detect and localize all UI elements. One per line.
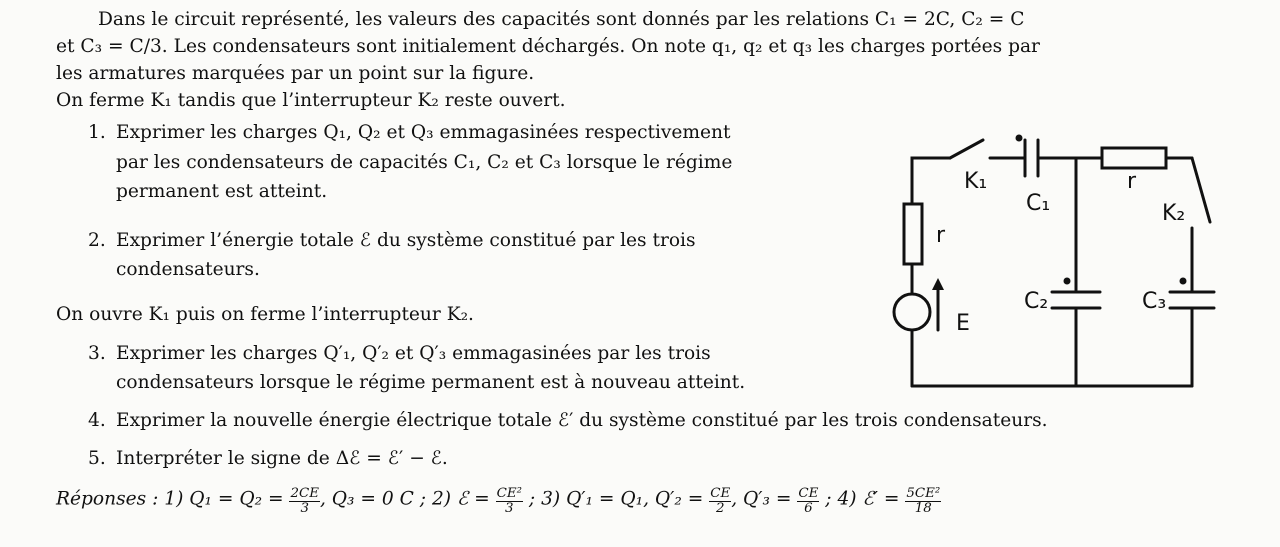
switch-k1: [950, 140, 983, 158]
resistor-top: [1102, 148, 1166, 168]
intro-line-1: Dans le circuit représenté, les valeurs des capacités sont donnés par les relations C₁ = 2C, C₂ = C: [98, 9, 1025, 30]
label-r-top: r: [1127, 169, 1137, 194]
intro-line-2: et C₃ = C/3. Les condensateurs sont initialement déchargés. On note q₁, q₂ et q₃ les charges portées par: [56, 36, 1040, 57]
question-2: 2. Exprimer l’énergie totale ℰ du système constitué par les trois: [88, 230, 696, 251]
dot-c2-icon: [1064, 278, 1071, 285]
dot-c3-icon: [1180, 278, 1187, 285]
circuit-diagram: [880, 118, 1230, 398]
dot-c1-icon: [1016, 135, 1023, 142]
fraction-4: $\frac{CE}{6}$: [798, 486, 819, 517]
question-4: 4. Exprimer la nouvelle énergie électrique totale ℰ′ du système constitué par les trois condensateurs.: [88, 410, 1048, 431]
fraction-2: $\frac{\text{CE²}}{3}$: [496, 486, 522, 517]
label-r-left: r: [936, 223, 946, 248]
capacitor-c3: [1170, 292, 1214, 308]
label-c2: C₂: [1024, 289, 1049, 314]
answers-line: Réponses : 1) Q₁ = Q₂ = $\frac{2CE}{3}$ , Q₃ = 0 C ; 2) ℰ = $\frac{\text{CE²}}{3}$ ; 3) Q′₁ = Q₁, Q′₂ = $\frac{CE}{2}$ , Q′₃ = $\frac{CE}{6}$ ; 4) ℰ′ = $\frac{\text{5CE²}}{18}$: [56, 486, 941, 517]
intro-line-3: les armatures marquées par un point sur la figure.: [56, 63, 535, 84]
resistor-left: [904, 204, 922, 264]
question-1-cont-1: par les condensateurs de capacités C₁, C₂ et C₃ lorsque le régime: [116, 152, 733, 173]
intro-line-4: On ferme K₁ tandis que l’interrupteur K₂ reste ouvert.: [56, 90, 566, 111]
fraction-3: $\frac{CE}{2}$: [710, 486, 731, 517]
capacitor-c2: [1052, 292, 1100, 308]
question-3: 3. Exprimer les charges Q′₁, Q′₂ et Q′₃ emmagasinées par les trois: [88, 343, 711, 364]
label-c1: C₁: [1026, 191, 1051, 216]
answers-label: Réponses :: [56, 488, 159, 510]
question-1-cont-2: permanent est atteint.: [116, 181, 328, 202]
label-e: E: [956, 311, 970, 336]
fraction-5: $\frac{\text{5CE²}}{18}$: [906, 486, 941, 517]
capacitor-c1: [1025, 140, 1038, 176]
label-c3: C₃: [1142, 289, 1167, 314]
question-2-cont: condensateurs.: [116, 259, 260, 280]
arrow-e-icon: [932, 278, 944, 290]
transition-text: On ouvre K₁ puis on ferme l’interrupteur K₂.: [56, 304, 474, 325]
question-3-cont: condensateurs lorsque le régime permanent est à nouveau atteint.: [116, 372, 746, 393]
question-5: 5. Interpréter le signe de Δℰ = ℰ′ − ℰ.: [88, 448, 448, 469]
fraction-1: $\frac{2CE}{3}$: [290, 486, 319, 517]
question-1: 1. Exprimer les charges Q₁, Q₂ et Q₃ emmagasinées respectivement: [88, 122, 731, 143]
label-k1: K₁: [964, 169, 988, 194]
label-k2: K₂: [1162, 201, 1186, 226]
switch-k2: [1192, 158, 1210, 222]
generator-e: [894, 294, 930, 330]
